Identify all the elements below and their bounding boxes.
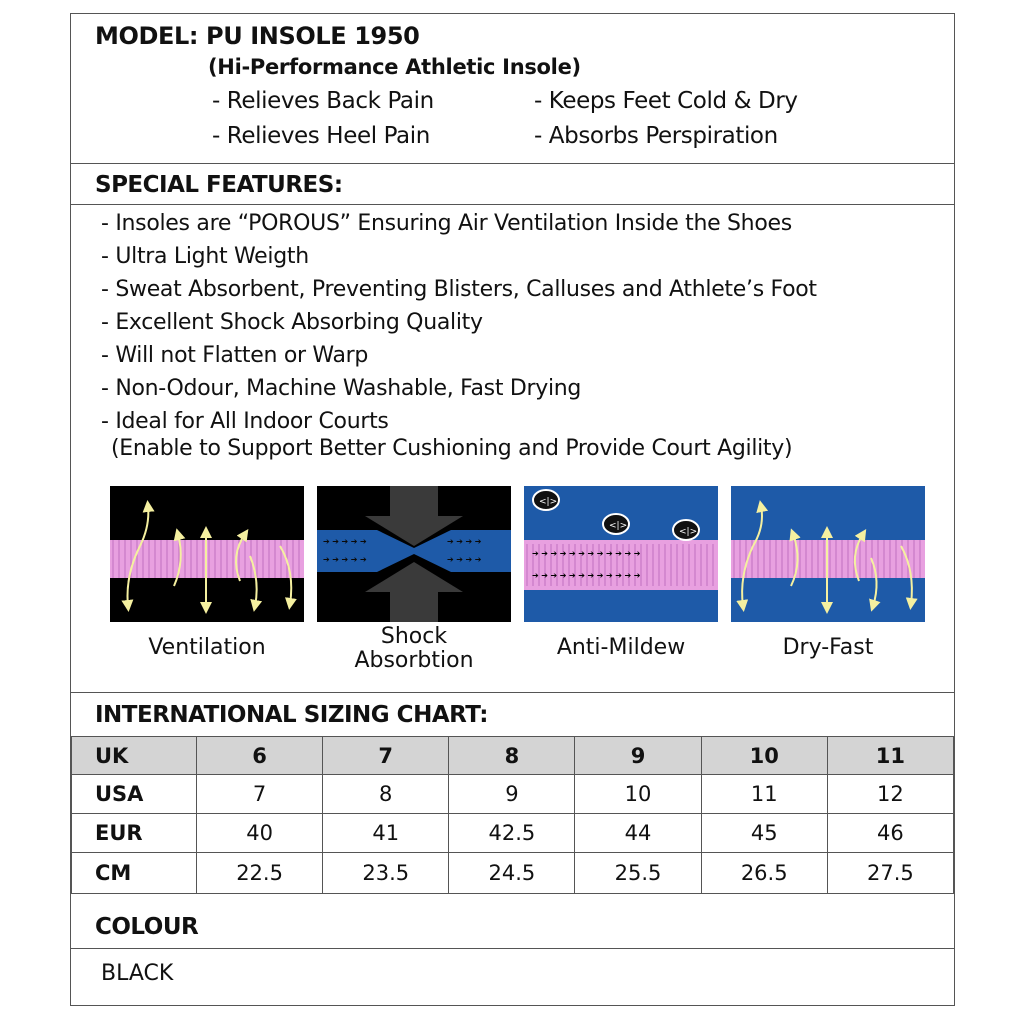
svg-text:➔ ➔ ➔ ➔ ➔: ➔ ➔ ➔ ➔ ➔	[323, 555, 367, 564]
svg-text:➔ ➔ ➔ ➔: ➔ ➔ ➔ ➔	[447, 555, 482, 564]
svg-text:➔ ➔ ➔ ➔ ➔ ➔ ➔ ➔ ➔ ➔ ➔ ➔: ➔ ➔ ➔ ➔ ➔ ➔ ➔ ➔ ➔ ➔ ➔ ➔	[532, 571, 641, 580]
divider	[71, 204, 954, 205]
size-cell: 10	[575, 775, 701, 814]
size-cell: 9	[449, 775, 575, 814]
size-cell: 12	[827, 775, 953, 814]
benefit-item: - Relieves Back Pain	[212, 88, 434, 114]
size-cell: 23.5	[323, 853, 449, 894]
size-cell: 25.5	[575, 853, 701, 894]
feature-note: (Enable to Support Better Cushioning and Provide Court Agility)	[111, 436, 793, 461]
svg-text:➔ ➔ ➔ ➔ ➔: ➔ ➔ ➔ ➔ ➔	[323, 537, 367, 546]
size-cell: 41	[323, 814, 449, 853]
feature-item: - Insoles are “POROUS” Ensuring Air Ventilation Inside the Shoes	[101, 211, 792, 236]
size-cell: 45	[701, 814, 827, 853]
feature-item: - Non-Odour, Machine Washable, Fast Drying	[101, 376, 582, 401]
sizing-title: INTERNATIONAL SIZING CHART:	[95, 702, 488, 728]
svg-text:<|>: <|>	[679, 527, 698, 537]
size-cell: 11	[827, 737, 953, 775]
size-cell: 8	[323, 775, 449, 814]
size-cell: 7	[197, 775, 323, 814]
divider	[71, 948, 954, 949]
size-cell: 26.5	[701, 853, 827, 894]
caption-anti-mildew: Anti-Mildew	[556, 635, 686, 660]
colour-value: BLACK	[101, 961, 174, 986]
shock-absorption-illustration	[317, 486, 511, 622]
feature-item: - Will not Flatten or Warp	[101, 343, 369, 368]
size-cell: 8	[449, 737, 575, 775]
size-cell: 6	[197, 737, 323, 775]
benefit-item: - Relieves Heel Pain	[212, 123, 430, 149]
feature-item: - Sweat Absorbent, Preventing Blisters, Calluses and Athlete’s Foot	[101, 277, 817, 302]
size-cell: 46	[827, 814, 953, 853]
caption-ventilation: Ventilation	[148, 635, 266, 660]
row-label: UK	[72, 737, 197, 775]
features-title: SPECIAL FEATURES:	[95, 172, 343, 198]
size-cell: 10	[701, 737, 827, 775]
table-row-eur	[72, 814, 954, 853]
product-spec-sheet	[70, 13, 955, 1006]
sizing-table	[71, 736, 954, 894]
svg-text:<|>: <|>	[539, 497, 558, 507]
colour-title: COLOUR	[95, 914, 199, 940]
feature-item: - Ideal for All Indoor Courts	[101, 409, 389, 434]
ventilation-illustration	[110, 486, 304, 622]
model-subtitle: (Hi-Performance Athletic Insole)	[208, 55, 581, 79]
size-cell: 40	[197, 814, 323, 853]
svg-text:<|>: <|>	[609, 521, 628, 531]
table-row-uk	[72, 737, 954, 775]
caption-absorbtion: Absorbtion	[354, 648, 474, 673]
size-cell: 24.5	[449, 853, 575, 894]
table-row-cm	[72, 853, 954, 894]
dry-fast-illustration	[731, 486, 925, 622]
row-label: CM	[72, 853, 197, 894]
size-cell: 42.5	[449, 814, 575, 853]
size-cell: 9	[575, 737, 701, 775]
feature-item: - Ultra Light Weigth	[101, 244, 309, 269]
table-row-usa	[72, 775, 954, 814]
size-cell: 11	[701, 775, 827, 814]
size-cell: 22.5	[197, 853, 323, 894]
benefit-item: - Absorbs Perspiration	[534, 123, 778, 149]
svg-text:➔ ➔ ➔ ➔: ➔ ➔ ➔ ➔	[447, 537, 482, 546]
size-cell: 44	[575, 814, 701, 853]
svg-text:➔ ➔ ➔ ➔ ➔ ➔ ➔ ➔ ➔ ➔ ➔ ➔: ➔ ➔ ➔ ➔ ➔ ➔ ➔ ➔ ➔ ➔ ➔ ➔	[532, 549, 641, 558]
divider	[71, 163, 954, 164]
divider	[71, 692, 954, 693]
row-label: USA	[72, 775, 197, 814]
row-label: EUR	[72, 814, 197, 853]
anti-mildew-illustration	[524, 486, 718, 622]
benefit-item: - Keeps Feet Cold & Dry	[534, 88, 798, 114]
model-title: MODEL: PU INSOLE 1950	[95, 22, 420, 50]
caption-dry-fast: Dry-Fast	[782, 635, 874, 660]
size-cell: 7	[323, 737, 449, 775]
caption-shock: Shock	[380, 624, 448, 649]
size-cell: 27.5	[827, 853, 953, 894]
feature-item: - Excellent Shock Absorbing Quality	[101, 310, 483, 335]
